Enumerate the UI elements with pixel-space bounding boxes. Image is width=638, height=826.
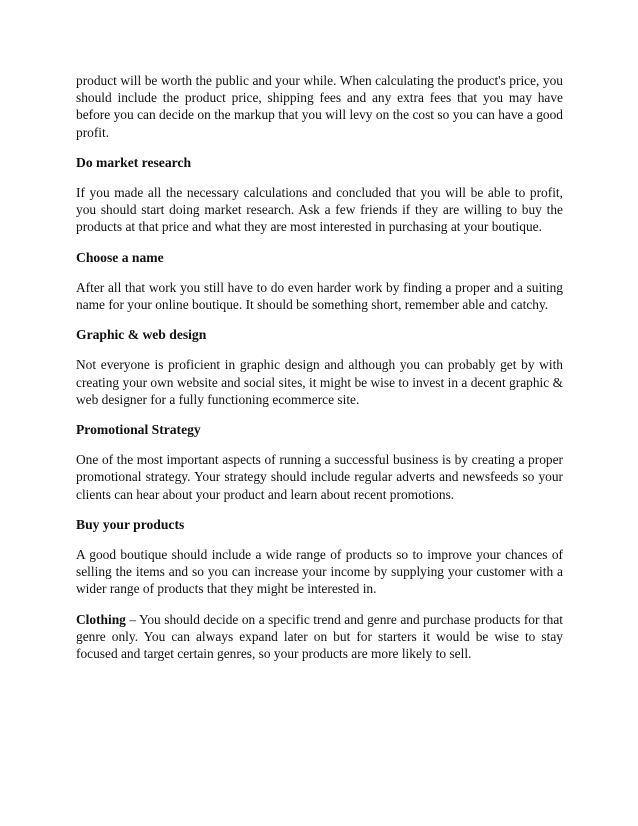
clothing-term: Clothing [76, 611, 126, 627]
section-body-graphic-web-design: Not everyone is proficient in graphic design and although you can probably get by with creating your own website and social sites, it might be wise to invest in a decent graphic & web designer for a fully functioning ecommerce site. [76, 357, 563, 407]
section-heading-graphic-web-design: Graphic & web design [76, 327, 207, 343]
section-heading-market-research: Do market research [76, 154, 192, 170]
section-heading-promotional-strategy: Promotional Strategy [76, 422, 201, 438]
intro-paragraph: product will be worth the public and your while. When calculating the product's price, you should include the product price, shipping fees and any extra fees that you may have before you can decide on the markup that you will levy on the cost so you can have a good profit. [76, 73, 563, 140]
section-heading-choose-name: Choose a name [76, 249, 164, 265]
clothing-body: – You should decide on a specific trend and genre and purchase products for that genre only. You can always expand later on but for starters it would be wise to stay focused and target certain genres, so your products are more likely to sell. [76, 611, 563, 662]
clothing-paragraph [76, 611, 563, 663]
section-body-buy-products: A good boutique should include a wide range of products so to improve your chances of selling the items and so you can increase your income by supplying your customer with a wider range of products that they might be interested in. [76, 547, 563, 597]
document-page [76, 72, 563, 675]
section-body-market-research: If you made all the necessary calculations and concluded that you will be able to profit, you should start doing market research. Ask a few friends if they are willing to buy the products at that price and what they are most interested in purchasing at your boutique. [76, 185, 563, 235]
section-body-choose-name: After all that work you still have to do even harder work by finding a proper and a suiting name for your online boutique. It should be something short, remember able and catchy. [76, 279, 563, 313]
section-heading-buy-products: Buy your products [76, 516, 185, 532]
section-body-promotional-strategy: One of the most important aspects of running a successful business is by creating a proper promotional strategy. Your strategy should include regular adverts and newsfeeds so your clients can hear about your product and learn about recent promotions. [76, 452, 563, 502]
